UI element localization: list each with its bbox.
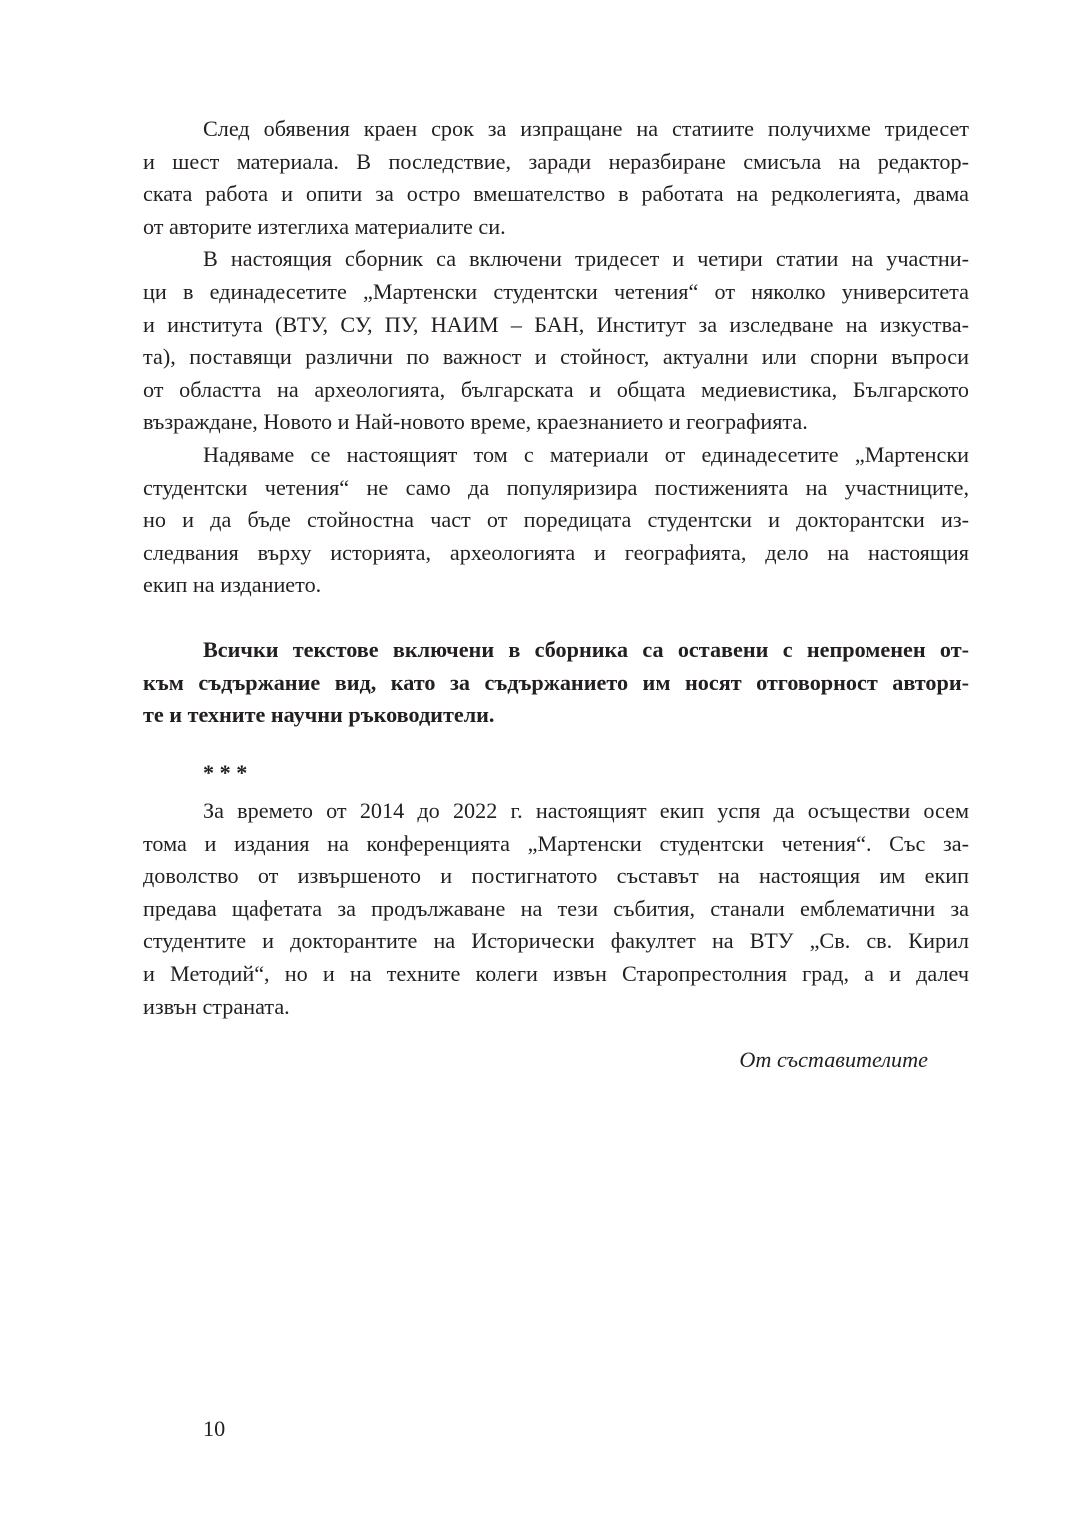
paragraph-line: от авторите изтеглиха материалите си. — [143, 213, 506, 239]
signature: От съставителите — [739, 1047, 928, 1072]
paragraph-line: предава щафетата за продължаване на тези събития, станали емблематични за — [143, 895, 969, 921]
notice-line: Всички текстове включени в сборника са оставени с непроменен от- — [203, 637, 969, 662]
paragraph-line: и шест материала. В последствие, заради неразбиране смисъла на редактор- — [143, 148, 969, 174]
notice-line: към съдържание вид, като за съдържанието им носят отговорност автори- — [143, 669, 969, 695]
notice-line: те и техните научни ръководители. — [143, 702, 495, 728]
paragraph-line: та), поставящи различни по важност и стойност, актуални или спорни въпроси — [143, 344, 969, 370]
paragraph-line: но и да бъде стойностна част от поредицата студентски и докторантски из- — [143, 507, 969, 533]
paragraph-line: от областта на археологията, българската и общата медиевистика, Българското — [143, 376, 969, 402]
paragraph-line: и Методий“, но и на техните колеги извън Старопрестолния град, а и далеч — [143, 961, 969, 986]
section-separator: * * * — [203, 760, 248, 785]
page-number: 10 — [203, 1416, 226, 1441]
paragraph-line: След обявения краен срок за изпращане на статиите получихме тридесет — [203, 116, 969, 141]
paragraph-line: студентите и докторантите на Исторически факултет на ВТУ „Св. св. Кирил — [143, 928, 969, 954]
paragraph-line: доволство от извършеното и постигнатото съставът на настоящия им екип — [143, 863, 969, 889]
paragraph-line: В настоящия сборник са включени тридесет и четири статии на участни- — [203, 246, 969, 272]
paragraph-line: тома и издания на конференцията „Мартенски студентски четения“. Със за- — [143, 830, 969, 856]
paragraph-line: ската работа и опити за остро вмешателство в работата на редколегията, двама — [143, 181, 969, 207]
paragraph-line: Надяваме се настоящият том с материали от единадесетите „Мартенски — [203, 442, 969, 467]
paragraph-line: извън страната. — [143, 993, 290, 1019]
paragraph-line: възраждане, Новото и Най-новото време, краезнанието и географията. — [143, 409, 808, 435]
paragraph-line: студентски четения“ не само да популяризира постиженията на участниците, — [143, 474, 969, 500]
paragraph-line: За времето от 2014 до 2022 г. настоящият екип успя да осъществи осем — [203, 798, 969, 823]
paragraph-line: и института (ВТУ, СУ, ПУ, НАИМ – БАН, Институт за изследване на изкуства- — [143, 311, 969, 337]
paragraph-line: ци в единадесетите „Мартенски студентски четения“ от няколко университета — [143, 279, 969, 304]
paragraph-line: следвания върху историята, археологията и географията, дело на настоящия — [143, 539, 969, 565]
paragraph-line: екип на изданието. — [143, 572, 322, 598]
